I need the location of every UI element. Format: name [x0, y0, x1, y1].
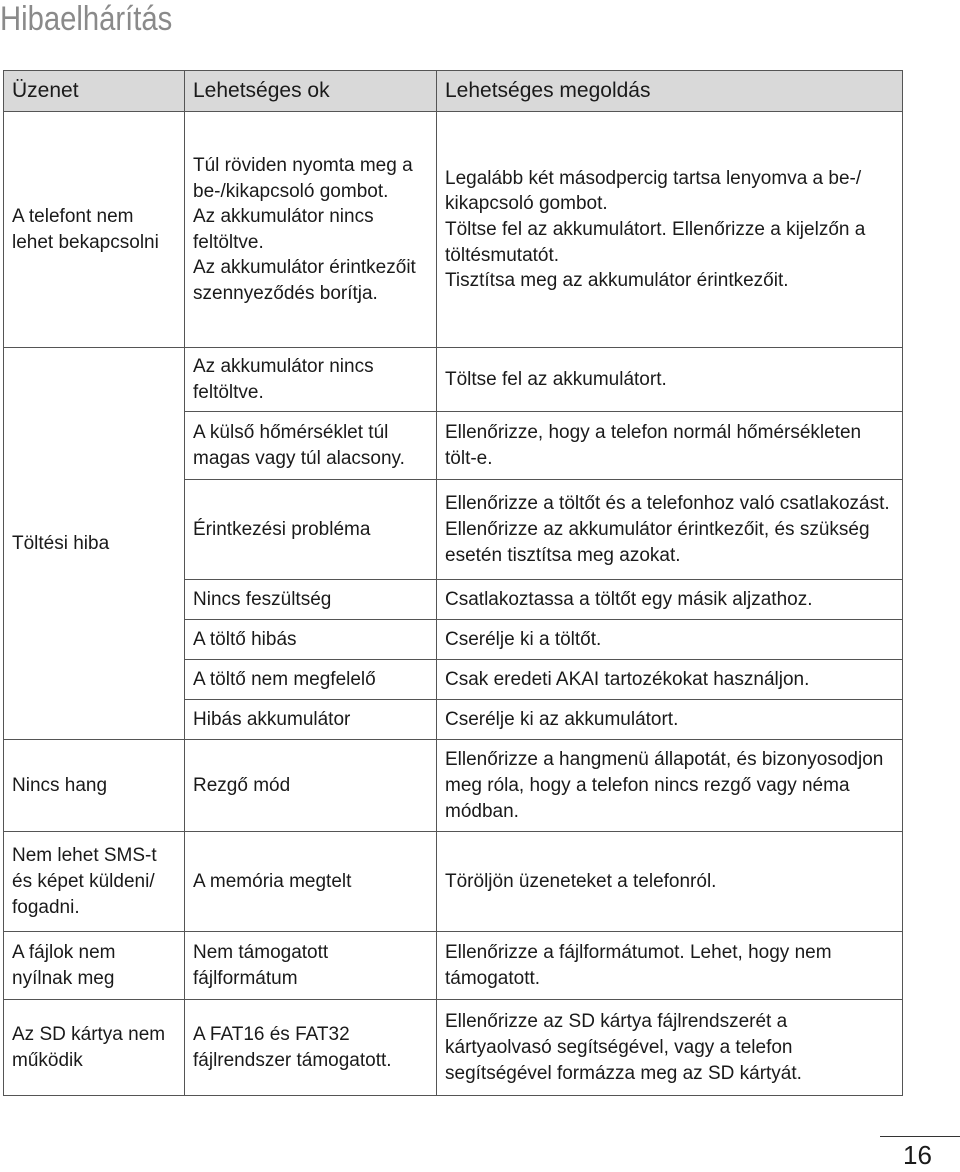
- message-cell: [4, 740, 185, 832]
- cause-cell: [185, 348, 437, 412]
- solution-cell: [437, 832, 903, 932]
- header-cause: Lehetséges ok: [185, 71, 437, 112]
- solution-text: Legalább két másodpercig tartsa lenyomva a be-/ kikapcsoló gombot. Töltse fel az akkumulátort. Ellenőrizze a kijelzőn a töltésmutatót. Tisztítsa meg az akkumulátor érintkezőit.: [445, 167, 866, 292]
- message-text: Töltési hiba: [12, 533, 110, 555]
- solution-cell: [437, 348, 903, 412]
- solution-cell: [437, 580, 903, 620]
- cause-text: A FAT16 és FAT32 fájlrendszer támogatott.: [193, 1024, 392, 1071]
- cause-cell: [185, 620, 437, 660]
- solution-text: Töröljön üzeneteket a telefonról.: [445, 871, 717, 893]
- page-title: Hibaelhárítás: [0, 0, 173, 38]
- cause-text: Nincs feszültség: [193, 589, 332, 611]
- cause-cell: [185, 700, 437, 740]
- message-cell: [4, 112, 185, 348]
- cause-cell: [185, 480, 437, 580]
- table-row: [4, 832, 903, 932]
- solution-text: Ellenőrizze a töltőt és a telefonhoz való csatlakozást. Ellenőrizze az akkumulátor érintkezőit, és szükség esetén tisztítsa meg azokat.: [445, 493, 890, 566]
- solution-text: Ellenőrizze a fájlformátumot. Lehet, hogy nem támogatott.: [445, 942, 832, 989]
- solution-text: Cserélje ki az akkumulátort.: [445, 709, 679, 731]
- solution-cell: [437, 112, 903, 348]
- solution-cell: [437, 740, 903, 832]
- cause-text: Érintkezési probléma: [193, 519, 371, 541]
- message-text: Nincs hang: [12, 775, 108, 797]
- message-cell: [4, 832, 185, 932]
- cause-text: Nem támogatott fájlformátum: [193, 942, 329, 989]
- solution-cell: [437, 1000, 903, 1096]
- message-text: A fájlok nem nyílnak meg: [12, 942, 116, 989]
- cause-text: Rezgő mód: [193, 775, 291, 797]
- solution-cell: [437, 480, 903, 580]
- solution-cell: [437, 412, 903, 480]
- cause-cell: [185, 932, 437, 1000]
- table-row: [4, 112, 903, 348]
- solution-text: Cserélje ki a töltőt.: [445, 629, 602, 651]
- table-row: [4, 1000, 903, 1096]
- cause-cell: [185, 1000, 437, 1096]
- cause-text: Az akkumulátor nincs feltöltve.: [193, 356, 374, 403]
- troubleshooting-table: [3, 70, 903, 1096]
- solution-text: Ellenőrizze, hogy a telefon normál hőmérsékleten tölt-e.: [445, 422, 862, 469]
- cause-cell: [185, 412, 437, 480]
- cause-cell: [185, 660, 437, 700]
- message-text: A telefont nem lehet bekapcsolni: [12, 206, 159, 253]
- message-cell: [4, 1000, 185, 1096]
- table-row: [4, 740, 903, 832]
- cause-text: A külső hőmérséklet túl magas vagy túl alacsony.: [193, 422, 405, 469]
- solution-cell: [437, 620, 903, 660]
- solution-text: Csak eredeti AKAI tartozékokat használjon.: [445, 669, 810, 691]
- message-text: Az SD kártya nem működik: [12, 1024, 166, 1071]
- header-message: Üzenet: [4, 71, 185, 112]
- solution-text: Csatlakoztassa a töltőt egy másik aljzathoz.: [445, 589, 813, 611]
- table-row: [4, 932, 903, 1000]
- solution-text: Ellenőrizze az SD kártya fájlrendszerét a kártyaolvasó segítségével, vagy a telefon segítségével formázza meg az SD kártyát.: [445, 1011, 802, 1084]
- cause-text: A töltő nem megfelelő: [193, 669, 376, 691]
- table-row: [4, 348, 903, 412]
- solution-cell: [437, 700, 903, 740]
- cause-text: A töltő hibás: [193, 629, 297, 651]
- page-number: 16: [903, 1140, 932, 1170]
- cause-text: Hibás akkumulátor: [193, 709, 351, 731]
- cause-cell: [185, 112, 437, 348]
- table-header-row: [4, 71, 903, 112]
- solution-text: Ellenőrizze a hangmenü állapotát, és bizonyosodjon meg róla, hogy a telefon nincs rezgő vagy néma módban.: [445, 749, 884, 822]
- cause-cell: [185, 740, 437, 832]
- message-cell: [4, 932, 185, 1000]
- solution-text: Töltse fel az akkumulátort.: [445, 369, 667, 391]
- message-cell: [4, 348, 185, 740]
- page-number-rule: [880, 1136, 960, 1137]
- cause-text: Túl röviden nyomta meg a be-/kikapcsoló gombot. Az akkumulátor nincs feltöltve. Az akkumulátor érintkezőit szennyeződés borítja.: [193, 154, 416, 305]
- header-solution: Lehetséges megoldás: [437, 71, 903, 112]
- cause-cell: [185, 580, 437, 620]
- cause-text: A memória megtelt: [193, 871, 352, 893]
- solution-cell: [437, 660, 903, 700]
- solution-cell: [437, 932, 903, 1000]
- message-text: Nem lehet SMS-t és képet küldeni/ fogadni.: [12, 845, 157, 918]
- cause-cell: [185, 832, 437, 932]
